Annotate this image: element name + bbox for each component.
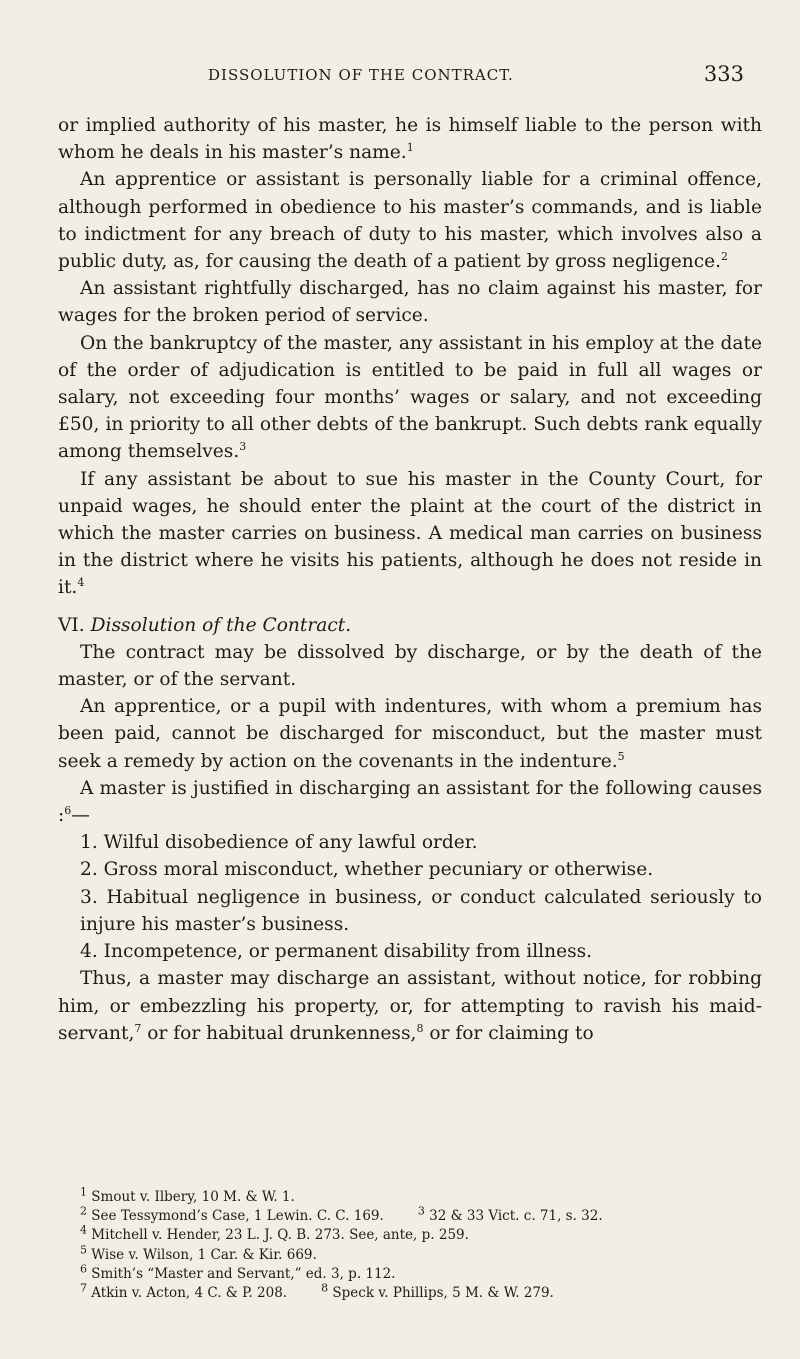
paragraph: or implied authority of his master, he is himself liable to the person with whom he deals in his master’s name.$^1$ — [58, 115, 762, 164]
section-heading — [58, 612, 762, 639]
footnote-ref: 1 — [406, 141, 414, 155]
footnote-line: $^2$ See Tessymond’s Case, 1 Lewin. C. C. 169. $^3$ 32 & 33 Vict. c. 71, s. 32. — [80, 1204, 603, 1225]
main-text — [58, 112, 762, 1047]
footnote-ref: 6 — [64, 803, 72, 817]
paragraph: An assistant rightfully discharged, has no claim against his master, for wages for the broken period of service. — [58, 278, 762, 327]
footnote-ref: 5 — [617, 749, 625, 763]
paragraph: If any assistant be about to sue his master in the County Court, for unpaid wages, he should enter the plaint at the court of the district in which the master carries on business. A medical man carries on business in the district where he visits his patients, although he does not reside in it.$^4$ — [58, 468, 762, 599]
footnotes — [80, 1185, 770, 1303]
cause-item: 1. Wilful disobedience of any lawful order. — [80, 832, 478, 854]
footnote-line: $^4$ Mitchell v. Hender, 23 L. J. Q. B. 273. See, ante, p. 259. — [80, 1223, 469, 1244]
footnote-ref: 8 — [416, 1021, 424, 1035]
running-title: DISSOLUTION OF THE CONTRACT. — [208, 66, 514, 84]
section-title: Dissolution of the Contract. — [90, 614, 352, 636]
page-header — [0, 62, 800, 92]
cause-item: 4. Incompetence, or permanent disability from illness. — [80, 941, 593, 963]
paragraph: An apprentice or assistant is personally liable for a criminal offence, although performed in obedience to his master’s commands, and is liable to indictment for any breach of duty to his master, which involves also a public duty, as, for causing the death of a patient by gross negligence.$^2$ — [58, 169, 762, 273]
footnote-ref: 3 — [239, 440, 247, 454]
section-number: VI. — [58, 614, 85, 636]
footnote-line: $^7$ Atkin v. Acton, 4 C. & P. 208. $^8$ Speck v. Phillips, 5 M. & W. 279. — [80, 1281, 554, 1302]
paragraph: An apprentice, or a pupil with indentures, with whom a premium has been paid, cannot be discharged for misconduct, but the master must seek a remedy by action on the covenants in the indenture.$^5$ — [58, 696, 762, 772]
footnote-ref: 7 — [134, 1021, 142, 1035]
paragraph: Thus, a master may discharge an assistant, without notice, for robbing him, or embezzling his property, or, for attempting to ravish his maid-servant,$^7$ or for habitual drunkenness,$^8$ or for claiming to — [58, 968, 762, 1044]
paragraph: On the bankruptcy of the master, any assistant in his employ at the date of the order of adjudication is entitled to be paid in full all wages or salary, not exceeding four months’ wages or salary, and not exceeding £50, in priority to all other debts of the bankrupt. Such debts rank equally among themselves.$^3$ — [58, 332, 762, 463]
paragraph: The contract may be dissolved by discharge, or by the death of the master, or of the servant. — [58, 641, 762, 691]
cause-item: 3. Habitual negligence in business, or conduct calculated seriously to injure his master’s business. — [80, 886, 762, 935]
footnote-line: $^6$ Smith’s “Master and Servant,” ed. 3, p. 112. — [80, 1262, 396, 1282]
footnote-line: $^1$ Smout v. Ilbery, 10 M. & W. 1. — [80, 1185, 295, 1205]
footnote-line: $^5$ Wise v. Wilson, 1 Car. & Kir. 669. — [80, 1243, 317, 1263]
cause-item: 2. Gross moral misconduct, whether pecuniary or otherwise. — [80, 859, 654, 881]
causes-intro: A master is justified in discharging an assistant for the following causes :$^6$— — [58, 777, 762, 827]
page-number: 333 — [703, 62, 744, 86]
footnote-ref: 4 — [77, 576, 85, 590]
footnote-ref: 2 — [721, 249, 729, 263]
